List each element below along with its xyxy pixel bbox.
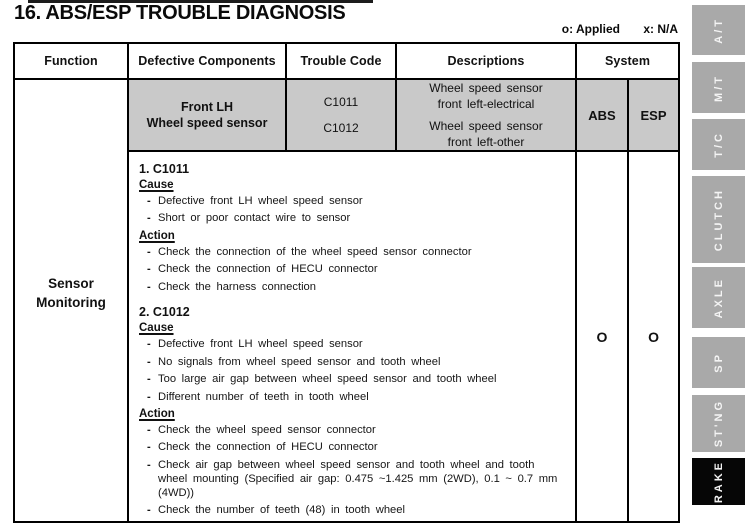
function-cell	[14, 79, 128, 522]
bullet-text: Check the connection of HECU connector	[158, 441, 378, 454]
component-cell	[128, 79, 286, 151]
side-tab-clutch	[692, 176, 745, 263]
bullet-item	[147, 195, 565, 209]
bullet-text: Short or poor contact wire to sensor	[158, 212, 351, 225]
bullet-text: Defective front LH wheel speed sensor	[158, 195, 363, 207]
bullet-dash: -	[147, 195, 151, 207]
bullet-text: Defective front LH wheel speed sensor	[158, 338, 363, 351]
side-tab-stng	[692, 395, 745, 452]
diagnosis-section	[139, 305, 565, 517]
function-label: Sensor Monitoring	[36, 276, 106, 310]
bullet-item	[147, 391, 565, 405]
description-text: Wheel speed sensor front left-other	[429, 118, 543, 149]
side-tab-label: A/T	[712, 16, 725, 44]
bullet-dash: -	[147, 458, 151, 471]
table-header-row	[14, 43, 679, 79]
component-line: Wheel speed sensor	[146, 116, 268, 130]
side-tab-label: CLUTCH	[712, 187, 725, 252]
description-text: Wheel speed sensor front left-electrical	[429, 81, 543, 112]
trouble-code: C1011	[323, 94, 359, 109]
trouble-code: C1012	[323, 121, 359, 135]
bullet-text: Different number of teeth in tooth wheel	[158, 390, 369, 403]
side-tab-label: M/T	[712, 73, 725, 102]
header-trouble-code: Trouble Code	[286, 43, 396, 79]
bullet-text: Check the connection of HECU connector	[158, 263, 378, 276]
bullet-text: Check air gap between wheel speed sensor and tooth wheel and tooth wheel mounting (Specified air gap: 0.475 ~1.425 mm (2WD), 0.1 ~ 0.7 mm (4WD))	[158, 458, 558, 499]
bullet-dash: -	[147, 263, 151, 276]
system-abs-cell: ABS	[576, 79, 628, 151]
header-function: Function	[14, 43, 128, 79]
descriptions-cell	[396, 79, 576, 151]
side-tab-strip	[692, 0, 745, 505]
trouble-diagnosis-table	[13, 42, 680, 523]
group-label: Action	[139, 408, 175, 421]
legend-applied: o: Applied	[561, 22, 620, 36]
bullet-dash: -	[147, 424, 151, 437]
group-label: Cause	[139, 322, 174, 335]
side-tab-label: SP	[712, 352, 725, 373]
bullet-text: Check the wheel speed sensor connector	[158, 424, 376, 437]
side-tab-mt	[692, 62, 745, 113]
page-title: 16. ABS/ESP TROUBLE DIAGNOSIS	[14, 2, 346, 24]
bullet-item	[147, 338, 565, 352]
side-tab-label: RAKE	[712, 459, 725, 504]
trouble-code-cell	[286, 79, 396, 151]
bullet-item	[147, 504, 565, 518]
bullet-item	[147, 281, 565, 295]
bullet-text: Check the harness connection	[158, 280, 317, 293]
header-descriptions: Descriptions	[396, 43, 576, 79]
abs-applied-mark: O	[576, 151, 628, 522]
bullet-text: No signals from wheel speed sensor and tooth wheel	[158, 355, 441, 368]
component-row	[14, 79, 679, 151]
bullet-item	[147, 441, 565, 455]
section-heading: 2. C1012	[139, 305, 190, 320]
side-tab-rake	[692, 458, 745, 505]
bullet-dash: -	[147, 441, 151, 454]
esp-applied-mark: O	[628, 151, 679, 522]
legend	[562, 22, 678, 36]
bullet-item	[147, 212, 565, 226]
side-tab-tc	[692, 119, 745, 170]
bullet-dash: -	[147, 355, 151, 368]
group-label: Cause	[139, 179, 174, 191]
side-tab-label: T/C	[712, 131, 725, 158]
side-tab-label: ST'NG	[712, 399, 725, 448]
diagnosis-section	[139, 162, 565, 294]
component-line: Front LH	[180, 99, 234, 114]
bullet-item	[147, 246, 565, 260]
bullet-dash: -	[147, 338, 151, 351]
bullet-dash: -	[147, 390, 151, 403]
bullet-text: Check the connection of the wheel speed sensor connector	[158, 245, 472, 258]
system-esp-cell: ESP	[628, 79, 679, 151]
bullet-item	[147, 424, 565, 438]
bullet-dash: -	[147, 280, 151, 293]
bullet-item	[147, 373, 565, 387]
bullet-text: Too large air gap between wheel speed sensor and tooth wheel	[158, 373, 497, 386]
section-heading: 1. C1011	[139, 162, 190, 176]
legend-na: x: N/A	[643, 22, 678, 36]
side-tab-sp	[692, 337, 745, 388]
bullet-item	[147, 263, 565, 277]
bullet-item	[147, 459, 565, 501]
header-system: System	[576, 43, 679, 79]
side-tab-label: AXLE	[712, 276, 725, 319]
side-tab-at	[692, 5, 745, 55]
header-defective-components: Defective Components	[128, 43, 286, 79]
bullet-item	[147, 356, 565, 370]
bullet-text: Check the number of teeth (48) in tooth wheel	[158, 503, 405, 516]
bullet-dash: -	[147, 373, 151, 386]
bullet-dash: -	[147, 212, 151, 225]
side-tab-axle	[692, 267, 745, 328]
bullet-dash: -	[147, 503, 151, 516]
diagnosis-detail-cell	[128, 151, 576, 522]
bullet-dash: -	[147, 245, 151, 258]
group-label: Action	[139, 229, 175, 242]
